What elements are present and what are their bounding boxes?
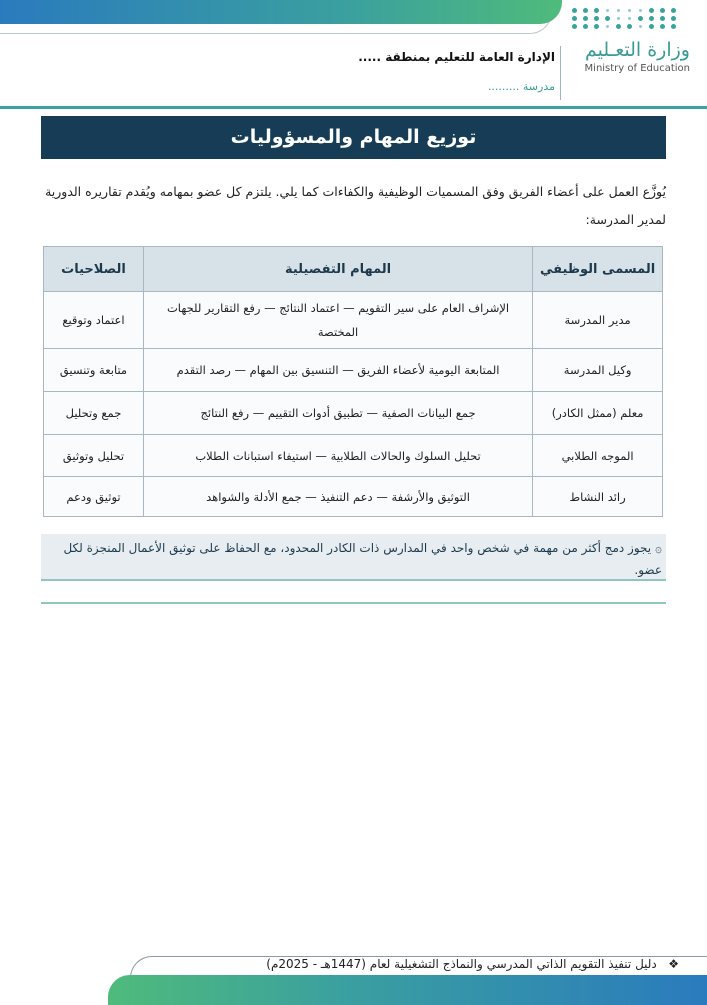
ministry-logo: [570, 8, 690, 100]
tasks-cell: المتابعة اليومية لأعضاء الفريق — التنسيق بين المهام — رصد التقدم: [143, 349, 532, 392]
page-title: توزيع المهام والمسؤوليات: [41, 116, 666, 159]
table-header-row: [44, 247, 663, 292]
directorate-label: الإدارة العامة للتعليم بمنطقة .....: [358, 50, 555, 64]
logo-dots-icon: [572, 8, 690, 29]
tasks-cell: جمع البيانات الصفية — تطبيق أدوات التقييم — رفع النتائج: [143, 392, 532, 435]
divider-line: [41, 602, 666, 604]
table-row: [44, 392, 663, 435]
footer-text: [266, 957, 679, 971]
column-header: المسمى الوظيفي: [533, 247, 663, 292]
footer-label: دليل تنفيذ التقويم الذاتي المدرسي والنماذج التشغيلية لعام (1447هـ - 2025م): [266, 957, 657, 971]
table-row: [44, 477, 663, 517]
header-line: [0, 106, 707, 109]
authority-cell: متابعة وتنسيق: [44, 349, 144, 392]
authority-cell: توثيق ودعم: [44, 477, 144, 517]
school-label: مدرسة .........: [487, 80, 555, 93]
note-text: يجوز دمج أكثر من مهمة في شخص واحد في المدارس ذات الكادر المحدود، مع الحفاظ على توثيق الأعمال المنجزة لكل عضو.: [63, 541, 662, 577]
column-header: المهام التفصيلية: [143, 247, 532, 292]
tasks-cell: الإشراف العام على سير التقويم — اعتماد النتائج — رفع التقارير للجهات المختصة: [143, 292, 532, 349]
logo-arabic: وزارة التعـليم: [584, 39, 690, 61]
table-row: [44, 349, 663, 392]
diamond-bullet-icon: ❖: [668, 957, 679, 971]
gear-flower-icon: ۞: [654, 541, 662, 555]
tasks-cell: تحليل السلوك والحالات الطلابية — استيفاء استبانات الطلاب: [143, 435, 532, 477]
authority-cell: جمع وتحليل: [44, 392, 144, 435]
intro-paragraph: يُوزَّع العمل على أعضاء الفريق وفق المسميات الوظيفية والكفاءات كما يلي. يلتزم كل عضو بمهامه ويُقدم تقاريره الدورية لمدير المدرسة:: [45, 184, 666, 227]
column-header: الصلاحيات: [44, 247, 144, 292]
footer-gradient-bar: [108, 975, 707, 1005]
note-box: [41, 534, 666, 581]
header-gradient-bar: [0, 0, 562, 24]
authority-cell: تحليل وتوثيق: [44, 435, 144, 477]
table-row: [44, 292, 663, 349]
authority-cell: اعتماد وتوقيع: [44, 292, 144, 349]
logo-english: Ministry of Education: [584, 63, 690, 74]
roles-table: [43, 246, 663, 517]
role-cell: رائد النشاط: [533, 477, 663, 517]
header-divider: [560, 46, 561, 100]
role-cell: وكيل المدرسة: [533, 349, 663, 392]
role-cell: مدير المدرسة: [533, 292, 663, 349]
role-cell: الموجه الطلابي: [533, 435, 663, 477]
role-cell: معلم (ممثل الكادر): [533, 392, 663, 435]
tasks-cell: التوثيق والأرشفة — دعم التنفيذ — جمع الأدلة والشواهد: [143, 477, 532, 517]
table-row: [44, 435, 663, 477]
